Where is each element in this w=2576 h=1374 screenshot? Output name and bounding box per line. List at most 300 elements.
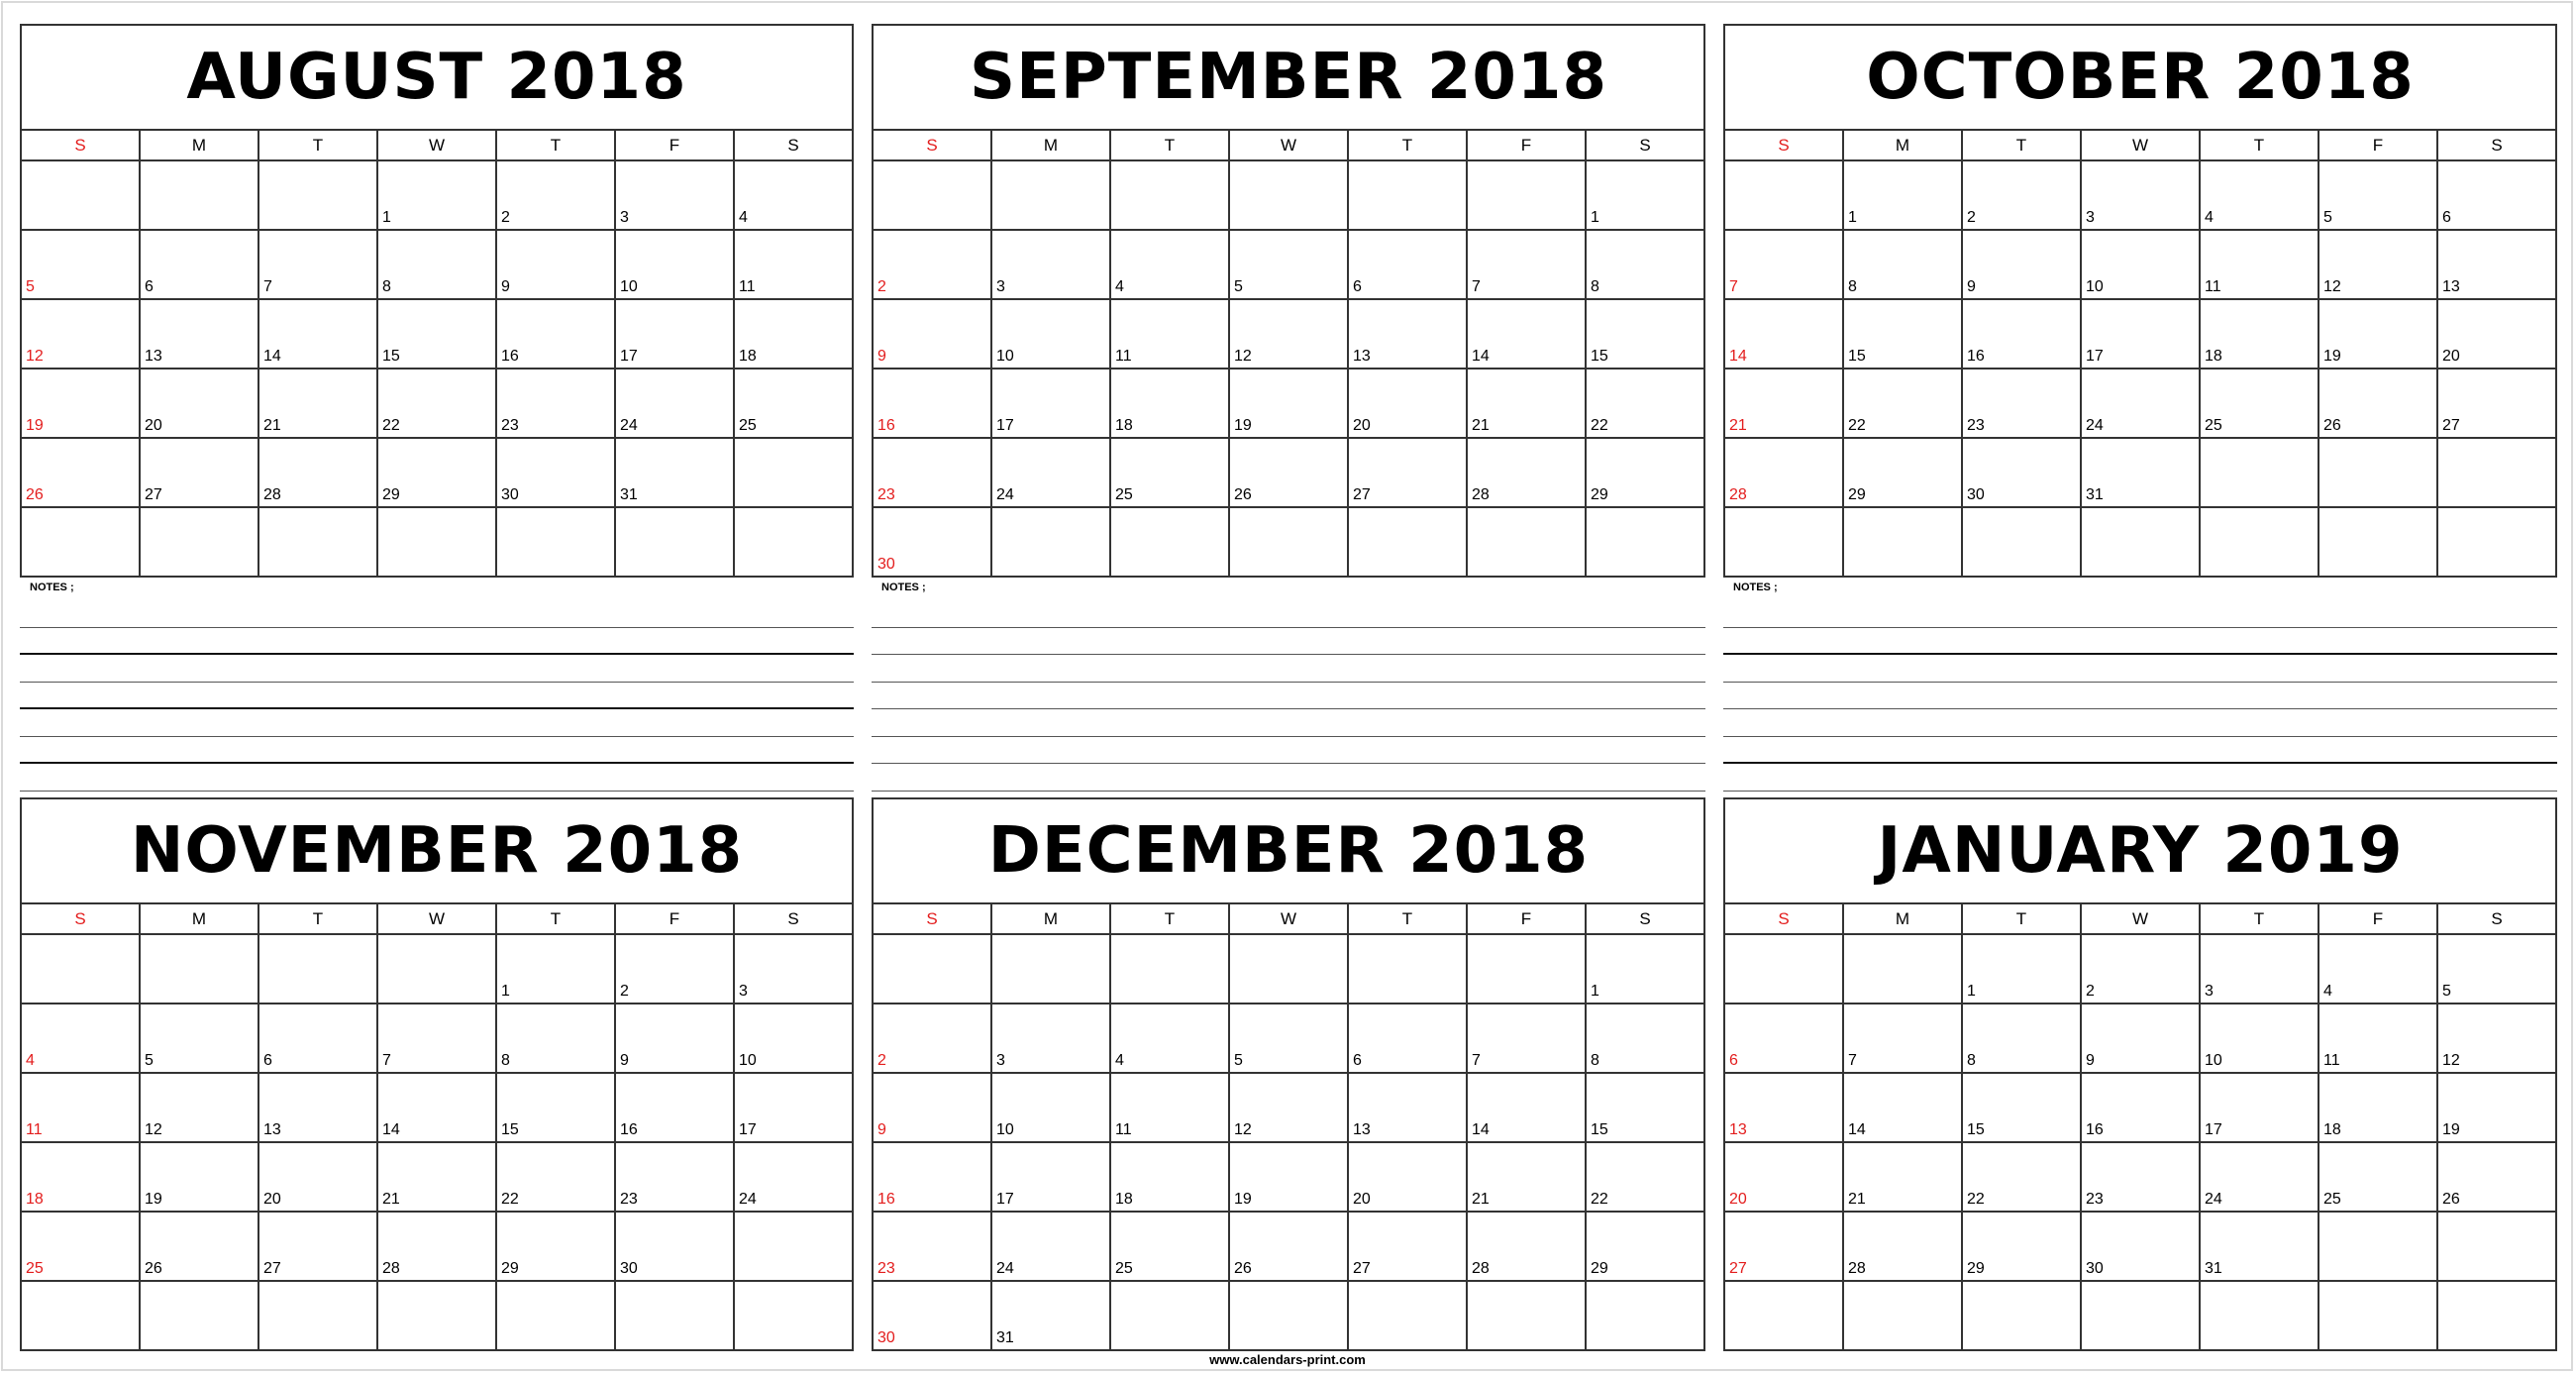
day-cell[interactable]: 17 — [734, 1073, 853, 1142]
day-cell[interactable]: 5 — [2437, 934, 2556, 1004]
day-cell[interactable]: 10 — [991, 1073, 1110, 1142]
day-cell[interactable]: 16 — [496, 299, 615, 369]
day-cell[interactable]: 3 — [734, 934, 853, 1004]
day-cell[interactable]: 3 — [991, 230, 1110, 299]
day-cell[interactable] — [615, 1281, 734, 1350]
day-cell[interactable]: 7 — [1467, 1004, 1586, 1073]
day-cell[interactable]: 5 — [1229, 1004, 1348, 1073]
day-cell[interactable]: 24 — [2081, 369, 2200, 438]
day-cell[interactable]: 12 — [140, 1073, 258, 1142]
day-cell[interactable]: 8 — [1962, 1004, 2081, 1073]
day-cell[interactable]: 16 — [873, 369, 991, 438]
day-cell[interactable] — [991, 160, 1110, 230]
day-cell[interactable] — [1843, 934, 1962, 1004]
day-cell[interactable]: 21 — [258, 369, 377, 438]
day-cell[interactable] — [1229, 934, 1348, 1004]
day-cell[interactable]: 19 — [21, 369, 140, 438]
day-cell[interactable]: 27 — [2437, 369, 2556, 438]
day-cell[interactable]: 20 — [258, 1142, 377, 1212]
day-cell[interactable]: 31 — [2200, 1212, 2318, 1281]
day-cell[interactable] — [2200, 438, 2318, 507]
day-cell[interactable]: 2 — [873, 230, 991, 299]
day-cell[interactable]: 11 — [21, 1073, 140, 1142]
day-cell[interactable]: 8 — [1586, 230, 1704, 299]
day-cell[interactable]: 5 — [21, 230, 140, 299]
day-cell[interactable] — [140, 160, 258, 230]
day-cell[interactable] — [1962, 1281, 2081, 1350]
day-cell[interactable] — [377, 507, 496, 577]
month-title: NOVEMBER 2018 — [20, 797, 854, 904]
day-cell[interactable] — [1348, 507, 1467, 577]
day-cell[interactable] — [1229, 160, 1348, 230]
day-cell[interactable]: 10 — [2081, 230, 2200, 299]
day-cell[interactable] — [2318, 1212, 2437, 1281]
notes-section — [872, 579, 1705, 792]
day-cell[interactable]: 5 — [140, 1004, 258, 1073]
week-row — [21, 934, 853, 1004]
day-cell[interactable] — [2200, 1281, 2318, 1350]
day-cell[interactable]: 17 — [991, 369, 1110, 438]
day-cell[interactable]: 30 — [615, 1212, 734, 1281]
day-cell[interactable]: 19 — [2318, 299, 2437, 369]
day-cell[interactable] — [1348, 1281, 1467, 1350]
day-cell[interactable] — [1843, 507, 1962, 577]
day-cell[interactable]: 6 — [1724, 1004, 1843, 1073]
day-cell[interactable]: 6 — [1348, 230, 1467, 299]
day-cell[interactable]: 13 — [2437, 230, 2556, 299]
day-cell[interactable]: 20 — [1348, 1142, 1467, 1212]
day-cell[interactable]: 26 — [2318, 369, 2437, 438]
day-cell[interactable]: 4 — [734, 160, 853, 230]
day-cell[interactable] — [496, 1281, 615, 1350]
day-cell[interactable] — [258, 934, 377, 1004]
notes-line[interactable] — [20, 764, 854, 792]
notes-line[interactable] — [1723, 600, 2557, 628]
day-cell[interactable]: 17 — [2200, 1073, 2318, 1142]
notes-line[interactable] — [872, 655, 1705, 683]
day-cell[interactable]: 23 — [496, 369, 615, 438]
day-cell[interactable]: 29 — [1843, 438, 1962, 507]
day-cell[interactable]: 4 — [1110, 1004, 1229, 1073]
day-cell[interactable]: 10 — [615, 230, 734, 299]
day-cell[interactable]: 28 — [1843, 1212, 1962, 1281]
weekday-label: T — [258, 904, 377, 934]
day-cell[interactable]: 13 — [1348, 299, 1467, 369]
day-cell[interactable]: 23 — [615, 1142, 734, 1212]
day-cell[interactable]: 18 — [2318, 1073, 2437, 1142]
day-cell[interactable]: 1 — [1586, 934, 1704, 1004]
day-cell[interactable]: 24 — [615, 369, 734, 438]
day-cell[interactable]: 5 — [1229, 230, 1348, 299]
day-cell[interactable] — [1110, 507, 1229, 577]
day-cell[interactable]: 11 — [1110, 299, 1229, 369]
day-cell[interactable] — [1724, 934, 1843, 1004]
day-cell[interactable] — [991, 934, 1110, 1004]
day-cell[interactable]: 25 — [1110, 438, 1229, 507]
day-cell[interactable]: 10 — [991, 299, 1110, 369]
day-cell[interactable]: 29 — [1586, 1212, 1704, 1281]
week-row — [873, 1073, 1704, 1142]
day-cell[interactable]: 22 — [1962, 1142, 2081, 1212]
day-cell[interactable]: 13 — [1724, 1073, 1843, 1142]
day-cell[interactable] — [734, 1281, 853, 1350]
day-cell[interactable] — [991, 507, 1110, 577]
day-cell[interactable]: 19 — [1229, 1142, 1348, 1212]
month-title: AUGUST 2018 — [20, 24, 854, 131]
day-cell[interactable] — [258, 507, 377, 577]
day-cell[interactable]: 12 — [2437, 1004, 2556, 1073]
day-cell[interactable] — [1348, 934, 1467, 1004]
day-cell[interactable]: 1 — [1962, 934, 2081, 1004]
weekday-label: T — [1962, 904, 2081, 934]
day-cell[interactable] — [2200, 507, 2318, 577]
day-cell[interactable]: 2 — [2081, 934, 2200, 1004]
day-cell[interactable]: 11 — [2318, 1004, 2437, 1073]
day-cell[interactable]: 9 — [873, 299, 991, 369]
day-cell[interactable]: 21 — [1467, 369, 1586, 438]
day-cell[interactable]: 7 — [377, 1004, 496, 1073]
day-cell[interactable]: 5 — [2318, 160, 2437, 230]
day-cell[interactable] — [258, 1281, 377, 1350]
day-cell[interactable]: 18 — [21, 1142, 140, 1212]
notes-line[interactable] — [20, 683, 854, 710]
weekday-label: S — [21, 904, 140, 934]
weekday-label: M — [991, 904, 1110, 934]
day-cell[interactable]: 1 — [377, 160, 496, 230]
day-cell[interactable]: 3 — [2200, 934, 2318, 1004]
day-cell[interactable]: 30 — [873, 1281, 991, 1350]
notes-line[interactable] — [872, 709, 1705, 737]
day-cell[interactable]: 4 — [1110, 230, 1229, 299]
day-cell[interactable]: 7 — [1843, 1004, 1962, 1073]
day-cell[interactable]: 15 — [1843, 299, 1962, 369]
day-cell[interactable] — [21, 507, 140, 577]
day-cell[interactable] — [1229, 1281, 1348, 1350]
day-cell[interactable]: 23 — [873, 438, 991, 507]
day-cell[interactable]: 9 — [2081, 1004, 2200, 1073]
day-cell[interactable]: 9 — [496, 230, 615, 299]
day-cell[interactable]: 13 — [140, 299, 258, 369]
day-cell[interactable]: 4 — [21, 1004, 140, 1073]
day-cell[interactable]: 20 — [1724, 1142, 1843, 1212]
month-grid — [872, 131, 1705, 578]
notes-line[interactable] — [872, 737, 1705, 765]
day-cell[interactable]: 15 — [1962, 1073, 2081, 1142]
day-cell[interactable] — [140, 507, 258, 577]
day-cell[interactable] — [2437, 1212, 2556, 1281]
week-row — [1724, 1004, 2556, 1073]
day-cell[interactable]: 27 — [140, 438, 258, 507]
day-cell[interactable]: 21 — [1843, 1142, 1962, 1212]
day-cell[interactable]: 7 — [1724, 230, 1843, 299]
day-cell[interactable]: 8 — [496, 1004, 615, 1073]
day-cell[interactable]: 22 — [1586, 1142, 1704, 1212]
month-title: DECEMBER 2018 — [872, 797, 1705, 904]
notes-line[interactable] — [20, 737, 854, 765]
day-cell[interactable]: 9 — [1962, 230, 2081, 299]
notes-line[interactable] — [1723, 737, 2557, 765]
notes-line[interactable] — [1723, 683, 2557, 710]
day-cell[interactable]: 6 — [258, 1004, 377, 1073]
day-cell[interactable]: 14 — [258, 299, 377, 369]
day-cell[interactable] — [2437, 507, 2556, 577]
day-cell[interactable] — [734, 507, 853, 577]
day-cell[interactable]: 18 — [2200, 299, 2318, 369]
day-cell[interactable]: 14 — [1467, 1073, 1586, 1142]
month-grid — [872, 904, 1705, 1351]
day-cell[interactable]: 23 — [873, 1212, 991, 1281]
weekday-header-row — [1724, 904, 2556, 934]
day-cell[interactable] — [21, 160, 140, 230]
day-cell[interactable]: 26 — [1229, 1212, 1348, 1281]
day-cell[interactable]: 21 — [1467, 1142, 1586, 1212]
day-cell[interactable]: 16 — [1962, 299, 2081, 369]
day-cell[interactable]: 29 — [1586, 438, 1704, 507]
notes-line[interactable] — [872, 628, 1705, 656]
day-cell[interactable]: 22 — [1586, 369, 1704, 438]
day-cell[interactable] — [2437, 438, 2556, 507]
day-cell[interactable]: 6 — [140, 230, 258, 299]
day-cell[interactable] — [1110, 1281, 1229, 1350]
day-cell[interactable]: 26 — [1229, 438, 1348, 507]
day-cell[interactable]: 17 — [991, 1142, 1110, 1212]
day-cell[interactable]: 18 — [734, 299, 853, 369]
day-cell[interactable]: 29 — [496, 1212, 615, 1281]
day-cell[interactable] — [2081, 1281, 2200, 1350]
day-cell[interactable]: 16 — [2081, 1073, 2200, 1142]
day-cell[interactable] — [873, 160, 991, 230]
weekday-label: S — [873, 904, 991, 934]
notes-section — [1723, 579, 2557, 792]
day-cell[interactable]: 2 — [1962, 160, 2081, 230]
day-cell[interactable]: 7 — [1467, 230, 1586, 299]
day-cell[interactable]: 21 — [1724, 369, 1843, 438]
day-cell[interactable]: 10 — [734, 1004, 853, 1073]
notes-line[interactable] — [1723, 764, 2557, 792]
day-cell[interactable]: 27 — [1724, 1212, 1843, 1281]
day-cell[interactable]: 19 — [140, 1142, 258, 1212]
day-cell[interactable]: 20 — [140, 369, 258, 438]
day-cell[interactable] — [258, 160, 377, 230]
day-cell[interactable] — [21, 934, 140, 1004]
day-cell[interactable]: 28 — [258, 438, 377, 507]
notes-line[interactable] — [1723, 709, 2557, 737]
day-cell[interactable]: 11 — [2200, 230, 2318, 299]
day-cell[interactable] — [1586, 1281, 1704, 1350]
day-cell[interactable]: 16 — [873, 1142, 991, 1212]
day-cell[interactable]: 16 — [615, 1073, 734, 1142]
calendar-august-2018 — [20, 24, 854, 578]
day-cell[interactable]: 18 — [1110, 1142, 1229, 1212]
day-cell[interactable]: 12 — [1229, 299, 1348, 369]
day-cell[interactable] — [734, 438, 853, 507]
day-cell[interactable] — [1962, 507, 2081, 577]
day-cell[interactable]: 27 — [258, 1212, 377, 1281]
day-cell[interactable]: 6 — [1348, 1004, 1467, 1073]
day-cell[interactable]: 8 — [1843, 230, 1962, 299]
day-cell[interactable]: 10 — [2200, 1004, 2318, 1073]
notes-line[interactable] — [872, 683, 1705, 710]
day-cell[interactable]: 8 — [1586, 1004, 1704, 1073]
day-cell[interactable] — [2318, 1281, 2437, 1350]
day-cell[interactable]: 25 — [1110, 1212, 1229, 1281]
day-cell[interactable]: 20 — [2437, 299, 2556, 369]
day-cell[interactable]: 18 — [1110, 369, 1229, 438]
day-cell[interactable]: 30 — [496, 438, 615, 507]
day-cell[interactable] — [1843, 1281, 1962, 1350]
notes-line[interactable] — [20, 709, 854, 737]
day-cell[interactable]: 25 — [734, 369, 853, 438]
day-cell[interactable] — [1348, 160, 1467, 230]
day-cell[interactable]: 29 — [1962, 1212, 2081, 1281]
day-cell[interactable] — [496, 507, 615, 577]
day-cell[interactable]: 30 — [873, 507, 991, 577]
day-cell[interactable]: 14 — [1467, 299, 1586, 369]
day-cell[interactable] — [873, 934, 991, 1004]
day-cell[interactable] — [2318, 438, 2437, 507]
day-cell[interactable] — [140, 1281, 258, 1350]
day-cell[interactable] — [21, 1281, 140, 1350]
day-cell[interactable]: 23 — [2081, 1142, 2200, 1212]
day-cell[interactable]: 3 — [991, 1004, 1110, 1073]
day-cell[interactable]: 22 — [377, 369, 496, 438]
day-cell[interactable]: 28 — [377, 1212, 496, 1281]
day-cell[interactable]: 27 — [1348, 1212, 1467, 1281]
day-cell[interactable]: 14 — [1843, 1073, 1962, 1142]
day-cell[interactable]: 31 — [2081, 438, 2200, 507]
day-cell[interactable] — [1724, 507, 1843, 577]
day-cell[interactable]: 26 — [140, 1212, 258, 1281]
day-cell[interactable]: 2 — [496, 160, 615, 230]
day-cell[interactable] — [140, 934, 258, 1004]
day-cell[interactable] — [377, 934, 496, 1004]
day-cell[interactable]: 23 — [1962, 369, 2081, 438]
day-cell[interactable]: 30 — [1962, 438, 2081, 507]
notes-line[interactable] — [1723, 655, 2557, 683]
day-cell[interactable] — [1110, 934, 1229, 1004]
day-cell[interactable]: 26 — [21, 438, 140, 507]
day-cell[interactable]: 30 — [2081, 1212, 2200, 1281]
day-cell[interactable]: 9 — [873, 1073, 991, 1142]
day-cell[interactable]: 24 — [991, 1212, 1110, 1281]
day-cell[interactable] — [1110, 160, 1229, 230]
day-cell[interactable]: 24 — [991, 438, 1110, 507]
week-row — [873, 160, 1704, 230]
day-cell[interactable]: 14 — [377, 1073, 496, 1142]
day-cell[interactable] — [1229, 507, 1348, 577]
day-cell[interactable]: 12 — [21, 299, 140, 369]
day-cell[interactable] — [615, 507, 734, 577]
day-cell[interactable] — [1467, 160, 1586, 230]
day-cell[interactable]: 28 — [1724, 438, 1843, 507]
day-cell[interactable]: 25 — [2318, 1142, 2437, 1212]
day-cell[interactable]: 12 — [2318, 230, 2437, 299]
day-cell[interactable]: 22 — [496, 1142, 615, 1212]
day-cell[interactable]: 1 — [1843, 160, 1962, 230]
day-cell[interactable]: 15 — [1586, 1073, 1704, 1142]
day-cell[interactable] — [1467, 934, 1586, 1004]
day-cell[interactable]: 3 — [2081, 160, 2200, 230]
weekday-label: S — [21, 131, 140, 160]
day-cell[interactable]: 17 — [2081, 299, 2200, 369]
day-cell[interactable]: 8 — [377, 230, 496, 299]
day-cell[interactable]: 13 — [258, 1073, 377, 1142]
day-cell[interactable]: 24 — [2200, 1142, 2318, 1212]
day-cell[interactable] — [377, 1281, 496, 1350]
day-cell[interactable]: 25 — [21, 1212, 140, 1281]
day-cell[interactable] — [2081, 507, 2200, 577]
day-cell[interactable]: 2 — [873, 1004, 991, 1073]
day-cell[interactable]: 20 — [1348, 369, 1467, 438]
notes-line[interactable] — [872, 600, 1705, 628]
day-cell[interactable]: 28 — [1467, 1212, 1586, 1281]
day-cell[interactable]: 15 — [1586, 299, 1704, 369]
weekday-label: S — [1724, 131, 1843, 160]
day-cell[interactable] — [1467, 1281, 1586, 1350]
day-cell[interactable]: 4 — [2318, 934, 2437, 1004]
day-cell[interactable]: 2 — [615, 934, 734, 1004]
day-cell[interactable]: 24 — [734, 1142, 853, 1212]
day-cell[interactable] — [1467, 507, 1586, 577]
day-cell[interactable]: 31 — [991, 1281, 1110, 1350]
month-title: OCTOBER 2018 — [1723, 24, 2557, 131]
calendar-january-2019 — [1723, 797, 2557, 1351]
day-cell[interactable]: 1 — [496, 934, 615, 1004]
day-cell[interactable]: 4 — [2200, 160, 2318, 230]
day-cell[interactable]: 26 — [2437, 1142, 2556, 1212]
day-cell[interactable]: 6 — [2437, 160, 2556, 230]
day-cell[interactable]: 15 — [377, 299, 496, 369]
day-cell[interactable] — [2318, 507, 2437, 577]
day-cell[interactable]: 12 — [1229, 1073, 1348, 1142]
notes-line[interactable] — [20, 628, 854, 656]
day-cell[interactable]: 21 — [377, 1142, 496, 1212]
notes-line[interactable] — [20, 600, 854, 628]
day-cell[interactable]: 25 — [2200, 369, 2318, 438]
day-cell[interactable]: 28 — [1467, 438, 1586, 507]
weekday-label: M — [1843, 131, 1962, 160]
day-cell[interactable]: 31 — [615, 438, 734, 507]
day-cell[interactable]: 13 — [1348, 1073, 1467, 1142]
day-cell[interactable]: 17 — [615, 299, 734, 369]
day-cell[interactable] — [2437, 1281, 2556, 1350]
notes-label: NOTES ; — [30, 581, 74, 593]
day-cell[interactable]: 29 — [377, 438, 496, 507]
day-cell[interactable]: 11 — [1110, 1073, 1229, 1142]
day-cell[interactable]: 14 — [1724, 299, 1843, 369]
day-cell[interactable] — [1724, 1281, 1843, 1350]
day-cell[interactable]: 11 — [734, 230, 853, 299]
weekday-label: S — [734, 904, 853, 934]
day-cell[interactable]: 19 — [1229, 369, 1348, 438]
notes-line[interactable] — [20, 655, 854, 683]
notes-line[interactable] — [1723, 628, 2557, 656]
day-cell[interactable]: 27 — [1348, 438, 1467, 507]
day-cell[interactable]: 7 — [258, 230, 377, 299]
day-cell[interactable]: 22 — [1843, 369, 1962, 438]
day-cell[interactable]: 19 — [2437, 1073, 2556, 1142]
weekday-label: F — [615, 131, 734, 160]
day-cell[interactable]: 9 — [615, 1004, 734, 1073]
day-cell[interactable] — [734, 1212, 853, 1281]
day-cell[interactable] — [1586, 507, 1704, 577]
day-cell[interactable]: 3 — [615, 160, 734, 230]
day-cell[interactable]: 15 — [496, 1073, 615, 1142]
day-cell[interactable]: 1 — [1586, 160, 1704, 230]
day-cell[interactable] — [1724, 160, 1843, 230]
notes-line[interactable] — [872, 764, 1705, 792]
weekday-label: M — [140, 904, 258, 934]
